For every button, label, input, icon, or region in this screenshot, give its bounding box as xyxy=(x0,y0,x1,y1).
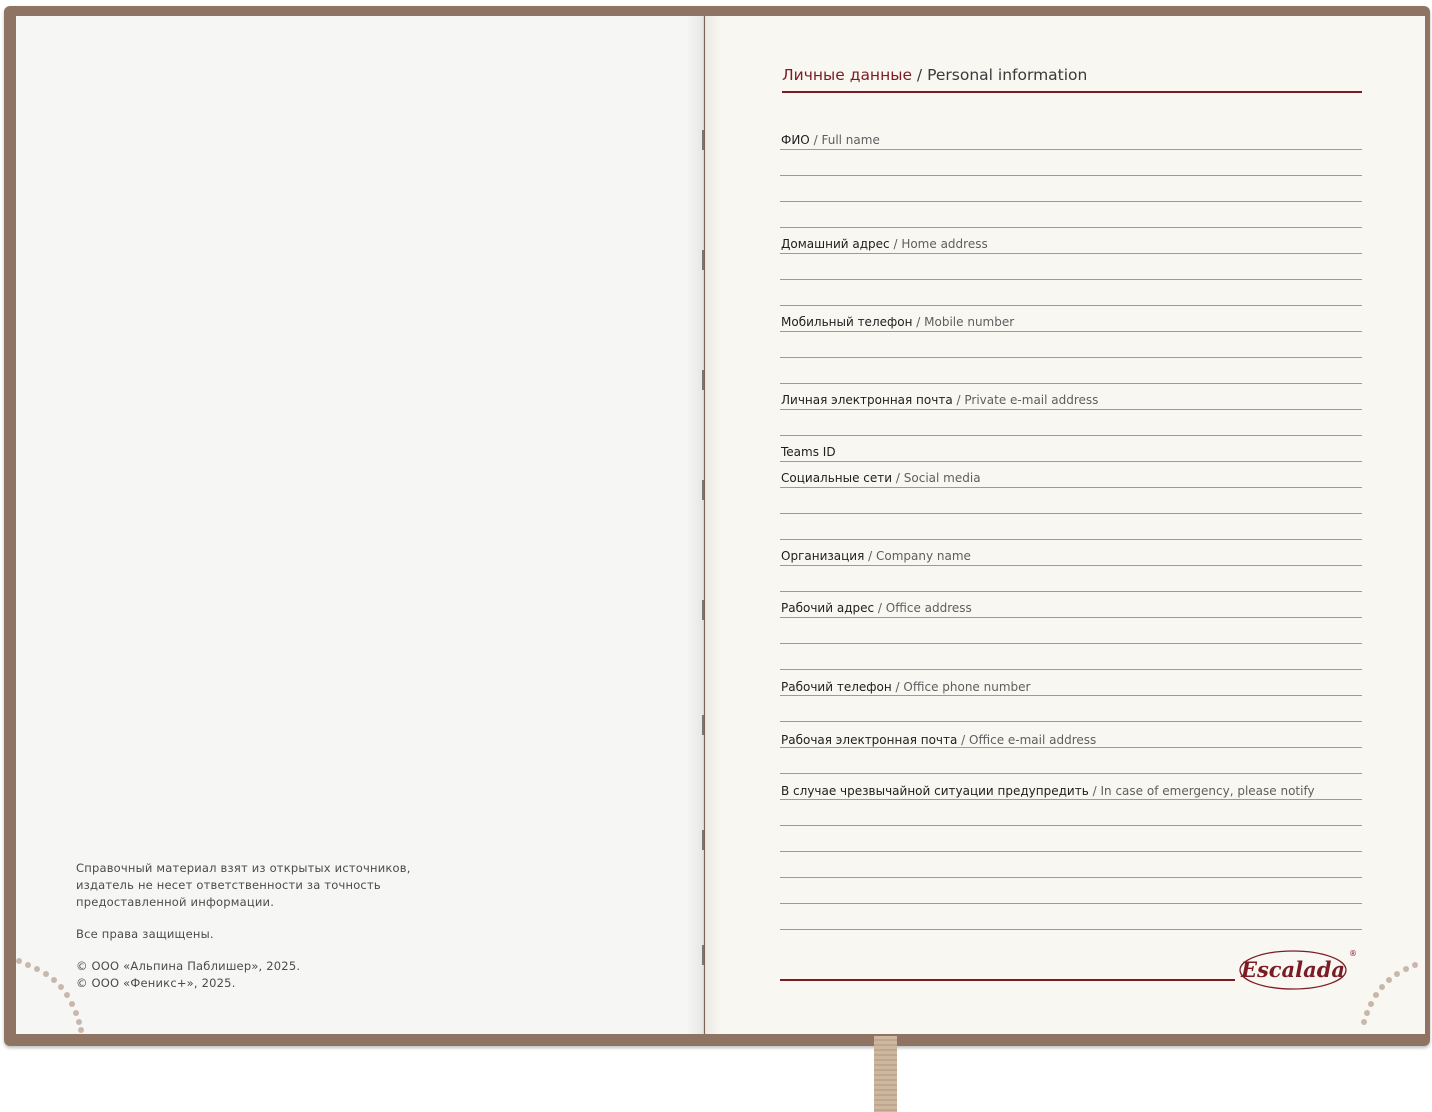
disclaimer-line: издатель не несет ответственности за точность xyxy=(76,878,381,892)
field-office-address: Рабочий адрес / Office address xyxy=(781,601,972,615)
write-line[interactable] xyxy=(780,305,1362,306)
write-line[interactable] xyxy=(780,643,1362,644)
write-line[interactable] xyxy=(780,357,1362,358)
disclaimer-line: Справочный материал взят из открытых источников, xyxy=(76,861,411,875)
write-line[interactable] xyxy=(780,929,1362,930)
write-line[interactable] xyxy=(780,461,1362,462)
write-line[interactable] xyxy=(780,227,1362,228)
write-line[interactable] xyxy=(780,201,1362,202)
field-emergency-contact: В случае чрезвычайной ситуации предупредить / In case of emergency, please notify xyxy=(781,784,1315,798)
form-title-ru: Личные данные xyxy=(782,66,912,84)
write-line[interactable] xyxy=(780,279,1362,280)
binding-stitch xyxy=(702,830,704,850)
write-line[interactable] xyxy=(780,331,1362,332)
write-line[interactable] xyxy=(780,773,1362,774)
copyright-line: © ООО «Альпина Паблишер», 2025. xyxy=(76,959,301,973)
field-full-name: ФИО / Full name xyxy=(781,133,880,147)
field-office-phone: Рабочий телефон / Office phone number xyxy=(781,680,1031,694)
binding-stitch xyxy=(702,130,704,150)
write-line[interactable] xyxy=(780,409,1362,410)
title-separator: / xyxy=(916,66,923,84)
binding-stitch xyxy=(702,370,704,390)
registered-mark: ® xyxy=(1349,949,1357,958)
imprint-block xyxy=(76,860,416,992)
field-mobile-number: Мобильный телефон / Mobile number xyxy=(781,315,1015,329)
write-line[interactable] xyxy=(780,487,1362,488)
disclaimer-line: предоставленной информации. xyxy=(76,895,275,909)
logo-text: Escalada xyxy=(1240,957,1346,982)
binding-stitch xyxy=(702,945,704,965)
write-line[interactable] xyxy=(780,435,1362,436)
field-private-email: Личная электронная почта / Private e-mail address xyxy=(781,393,1099,407)
form-title-en: Personal information xyxy=(927,66,1088,84)
field-home-address: Домашний адрес / Home address xyxy=(781,237,988,251)
write-line[interactable] xyxy=(780,591,1362,592)
write-line[interactable] xyxy=(780,513,1362,514)
write-line[interactable] xyxy=(780,617,1362,618)
write-line[interactable] xyxy=(780,903,1362,904)
field-teams-id: Teams ID xyxy=(781,445,836,459)
binding-stitch xyxy=(702,600,704,620)
field-social-media: Социальные сети / Social media xyxy=(781,471,981,485)
binding-stitch xyxy=(702,715,704,735)
field-company-name: Организация / Company name xyxy=(781,549,971,563)
escalada-logo xyxy=(1237,948,1359,994)
write-line[interactable] xyxy=(780,825,1362,826)
write-line[interactable] xyxy=(780,253,1362,254)
write-line[interactable] xyxy=(780,721,1362,722)
field-office-email: Рабочая электронная почта / Office e-mail address xyxy=(781,733,1097,747)
write-line[interactable] xyxy=(780,851,1362,852)
write-line[interactable] xyxy=(780,695,1362,696)
write-line[interactable] xyxy=(780,383,1362,384)
spine-gutter xyxy=(686,16,722,1034)
footer-rule xyxy=(780,979,1235,981)
write-line[interactable] xyxy=(780,539,1362,540)
copyright-line: © ООО «Феникс+», 2025. xyxy=(76,976,236,990)
write-line[interactable] xyxy=(780,565,1362,566)
form-title xyxy=(782,66,1362,90)
binding-stitch xyxy=(702,480,704,500)
title-underline xyxy=(782,91,1362,93)
right-page xyxy=(705,16,1425,1034)
binding-stitch xyxy=(702,250,704,270)
write-line[interactable] xyxy=(780,669,1362,670)
write-line[interactable] xyxy=(780,149,1362,150)
write-line[interactable] xyxy=(780,799,1362,800)
rights-notice: Все права защищены. xyxy=(76,927,214,941)
write-line[interactable] xyxy=(780,877,1362,878)
write-line[interactable] xyxy=(780,175,1362,176)
bookmark-ribbon[interactable] xyxy=(874,1036,897,1112)
